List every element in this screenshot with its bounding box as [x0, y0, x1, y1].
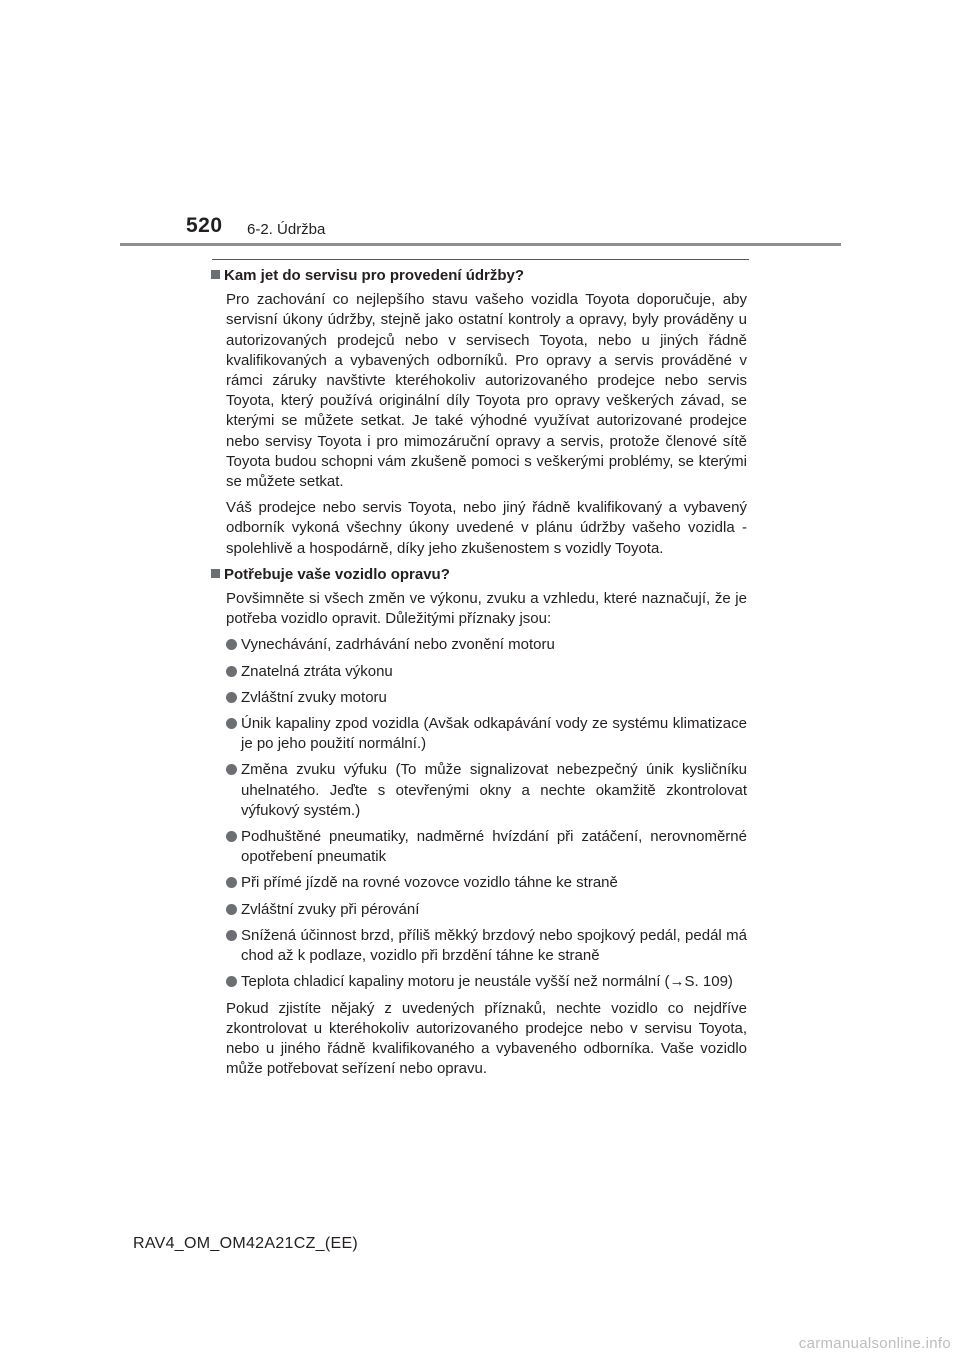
content-divider	[212, 259, 749, 260]
circle-bullet-icon	[226, 639, 237, 650]
section-title: 6-2. Údržba	[247, 221, 326, 238]
list-item	[226, 972, 747, 992]
square-bullet-icon	[211, 569, 220, 578]
paragraph: Povšimněte si všech změn ve výkonu, zvuku a vzhledu, které naznačují, že je potřeba vozidlo opravit. Důležitými příznaky jsou:	[226, 590, 747, 628]
circle-bullet-icon	[226, 718, 237, 729]
page-content	[211, 266, 747, 1085]
list-item	[226, 827, 747, 867]
circle-bullet-icon	[226, 976, 237, 987]
circle-bullet-icon	[226, 831, 237, 842]
paragraph: Pro zachování co nejlepšího stavu vašeho vozidla Toyota doporučuje, aby servisní úkony údržby, stejně jako ostatní kontroly a opravy, byly prováděny u autorizovaných prodejců nebo v servisech Toyota, nebo u jiných řádně kvalifikovaných a vybavených odborníků. Pro opravy a servis prováděné v rámci záruky navštivte kteréhokoliv autorizovaného prodejce nebo servis Toyota, který používá originální díly Toyota pro opravy veškerých závad, se kterými se můžete setkat. Je také výhodné využívat autorizované prodejce nebo servisy Toyota i pro mimozáruční opravy a servis, protože členové sítě Toyota budou schopni vám zkušeně pomoci s veškerými problémy, se kterými se můžete setkat.	[226, 291, 747, 491]
list-item-text: Zvláštní zvuky motoru	[241, 688, 387, 706]
list-item	[226, 714, 747, 754]
page-number: 520	[186, 214, 223, 237]
circle-bullet-icon	[226, 764, 237, 775]
list-item	[226, 635, 747, 655]
list-item	[226, 926, 747, 966]
list-item-text: Znatelná ztráta výkonu	[241, 662, 393, 680]
section-heading	[211, 266, 747, 286]
list-item	[226, 900, 747, 920]
heading-text: Potřebuje vaše vozidlo opravu?	[224, 565, 450, 583]
list-item-text: Změna zvuku výfuku (To může signalizovat nebezpečný únik kysličníku uhelnatého. Jeďte s otevřenými okny a nechte okamžitě zkontrolovat výfukový systém.)	[241, 761, 747, 819]
circle-bullet-icon	[226, 692, 237, 703]
heading-text: Kam jet do servisu pro provedení údržby?	[224, 267, 525, 284]
list-item	[226, 662, 747, 682]
watermark: carmanualsonline.info	[798, 1335, 951, 1352]
list-item	[226, 873, 747, 893]
circle-bullet-icon	[226, 877, 237, 888]
paragraph: Pokud zjistíte nějaký z uvedených příznaků, nechte vozidlo co nejdříve zkontrolovat u kteréhokoliv autorizovaného prodejce nebo v servisu Toyota, nebo u jiného řádně kvalifikovaného a vybaveného odborníka. Vaše vozidlo může potřebovat seřízení nebo opravu.	[226, 999, 747, 1078]
list-item	[226, 688, 747, 708]
square-bullet-icon	[211, 270, 220, 279]
section-heading	[211, 565, 747, 585]
list-item-text: Vynechávání, zadrhávání nebo zvonění motoru	[241, 636, 555, 654]
header-divider	[120, 243, 841, 246]
list-item-text: Zvláštní zvuky při pérování	[241, 900, 420, 918]
document-code: RAV4_OM_OM42A21CZ_(EE)	[133, 1235, 359, 1252]
paragraph: Váš prodejce nebo servis Toyota, nebo jiný řádně kvalifikovaný a vybavený odborník vykoná všechny úkony uvedené v plánu údržby vašeho vozidla - spolehlivě a hospodárně, díky jeho zkušenostem s vozidly Toyota.	[226, 499, 747, 557]
list-item-text: Teplota chladicí kapaliny motoru je neustále vyšší než normální (→S. 109)	[241, 973, 733, 991]
list-item-text: Únik kapaliny zpod vozidla (Avšak odkapávání vody ze systému klimatizace je po jeho použití normální.)	[241, 715, 747, 753]
circle-bullet-icon	[226, 930, 237, 941]
list-item	[226, 760, 747, 821]
circle-bullet-icon	[226, 666, 237, 677]
circle-bullet-icon	[226, 904, 237, 915]
list-item-text: Snížená účinnost brzd, příliš měkký brzdový nebo spojkový pedál, pedál má chod až k podlaze, vozidlo při brzdění táhne ke straně	[241, 926, 747, 965]
list-item-text: Při přímé jízdě na rovné vozovce vozidlo táhne ke straně	[241, 874, 618, 892]
list-item-text: Podhuštěné pneumatiky, nadměrné hvízdání při zatáčení, nerovnoměrné opotřebení pneumatik	[241, 828, 747, 866]
